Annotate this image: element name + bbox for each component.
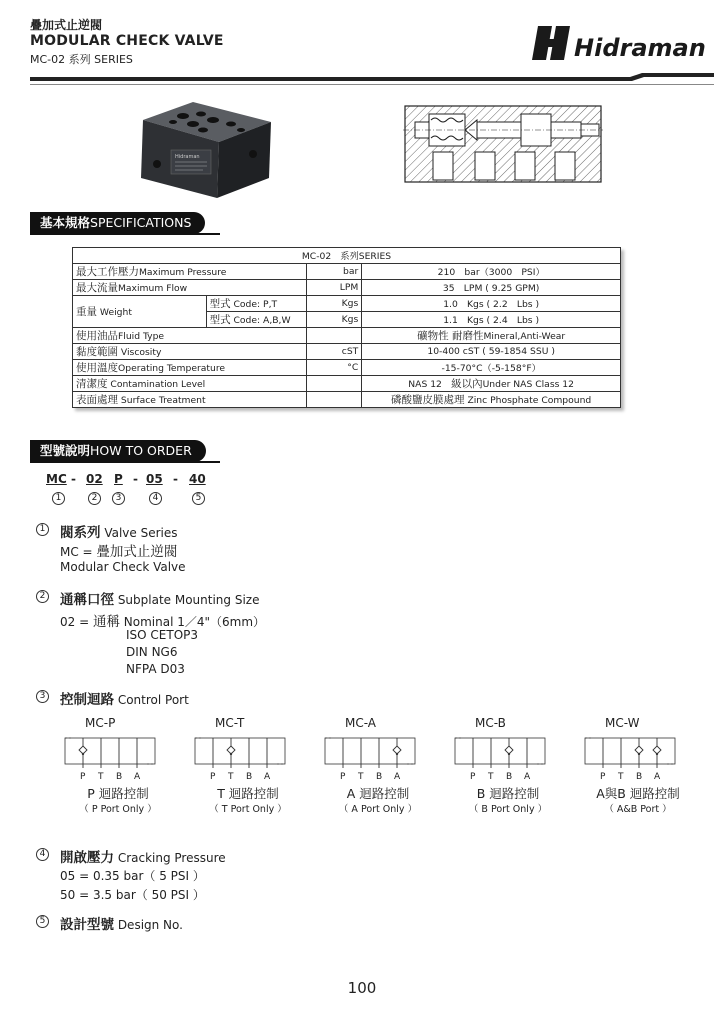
spec-row-pressure [73, 263, 621, 279]
item-2-line-1-en: Nominal 1／4"（6mm） [119, 615, 266, 629]
port-letter-label: T [358, 772, 364, 782]
item-4-title-zh: 開啟壓力 [60, 850, 114, 866]
port-letter-label: A [654, 772, 661, 782]
spec-value-zh: 礦物性 耐磨性 [417, 329, 484, 342]
order-code-size: 02 [86, 472, 103, 486]
order-circle-1: 1 [52, 492, 65, 505]
item-4-title-en: Cracking Pressure [114, 851, 226, 865]
port-letter-label: A [134, 772, 141, 782]
spec-label-en: Maximum Flow [118, 282, 188, 294]
port-title: MC-P [85, 716, 116, 730]
spec-label-zh: 使用溫度 [76, 361, 118, 374]
port-label-en: （ A&B Port ） [604, 804, 672, 815]
port-label-zh: 迴路控制 [94, 786, 149, 801]
port-label-zh: 迴路控制 [355, 786, 410, 801]
header-title-en: MODULAR CHECK VALVE [30, 33, 224, 49]
how-to-order-tab-zh: 型號說明 [40, 443, 91, 458]
port-label [443, 784, 573, 802]
spec-label-en: Maximum Pressure [139, 266, 227, 278]
check-valve-symbol [653, 746, 661, 754]
item-2-line-1-prefix: 02 = [60, 615, 93, 629]
port-label [53, 784, 183, 802]
item-2-title-zh: 通稱口徑 [60, 592, 114, 608]
order-circle-3: 3 [112, 492, 125, 505]
item-3-circle: 3 [36, 690, 49, 703]
check-valve-seat [638, 753, 640, 755]
port-title: MC-B [475, 716, 506, 730]
spec-unit: Kgs [306, 311, 362, 327]
spec-row-weight-1 [73, 295, 621, 311]
port-diagram [583, 734, 693, 782]
order-code-port: P [114, 472, 123, 486]
spec-unit: °C [306, 359, 362, 375]
spec-label-en: Weight [99, 306, 132, 318]
port-letter-label: T [98, 772, 104, 782]
port-letter-label: T [228, 772, 234, 782]
spec-value: 10-400 cST ( 59-1854 SSU ) [362, 343, 621, 359]
spec-value-prefix: NAS 12 [408, 378, 452, 390]
port-diagram [453, 734, 563, 782]
item-1-title [60, 521, 177, 541]
section-drawing [403, 104, 603, 184]
spec-value: 210 bar（3000 PSI） [362, 263, 621, 279]
check-valve-symbol [393, 746, 401, 754]
spec-label-zh: 最大工作壓力 [76, 265, 139, 278]
spec-row-flow [73, 279, 621, 295]
port-letter-label: P [80, 772, 86, 782]
port-letter-label: P [210, 772, 216, 782]
item-2-standard: ISO CETOP3 [126, 628, 199, 642]
spec-label-zh: 黏度範圍 [76, 345, 118, 358]
spec-value-zh: 級以內 [451, 377, 483, 390]
product-photo [133, 98, 273, 202]
port-letter-label: P [600, 772, 606, 782]
item-1-line-1 [60, 540, 177, 560]
item-4-title [60, 846, 226, 866]
check-valve-symbol [505, 746, 513, 754]
item-2-line-1-zh: 通稱 [92, 614, 120, 630]
spec-label-zh: 重量 [76, 305, 97, 318]
port-letter-label: B [116, 772, 123, 782]
item-1-title-en: Valve Series [100, 526, 178, 540]
port-diagram [63, 734, 173, 782]
check-valve-symbol [635, 746, 643, 754]
spec-row-fluid [73, 327, 621, 343]
specifications-tab-underline [30, 233, 220, 235]
brand-logo [530, 22, 714, 64]
item-4-line-2: 50 = 3.5 bar（ 50 PSI ） [60, 888, 205, 902]
spec-unit: cST [306, 343, 362, 359]
port-title: MC-T [215, 716, 245, 730]
check-valve-seat [396, 753, 398, 755]
port-letter: T [217, 786, 225, 801]
header-title-zh: 疊加式止逆閥 [30, 18, 103, 32]
spec-label-en: Surface Treatment [118, 394, 206, 406]
check-valve-seat [508, 753, 510, 755]
spec-value-en: Mineral,Anti-Wear [483, 330, 566, 342]
port-diagram [193, 734, 303, 782]
port-letter: A與B [596, 786, 626, 801]
item-3-title-zh: 控制迴路 [60, 692, 114, 708]
spec-label-en: Viscosity [118, 346, 162, 358]
order-code-series: MC [46, 472, 67, 486]
how-to-order-tab [30, 440, 206, 462]
order-circle-2: 2 [88, 492, 101, 505]
port-title: MC-A [345, 716, 377, 730]
spec-sub-label-en: Code: A,B,W [230, 314, 291, 326]
item-2-line-1 [60, 610, 265, 630]
spec-unit [306, 327, 362, 343]
item-2-standard: DIN NG6 [126, 645, 178, 659]
spec-label-en: Contamination Level [107, 378, 206, 390]
port-label [573, 784, 703, 802]
item-5-title [60, 913, 183, 933]
spec-table [72, 247, 621, 408]
item-5-title-en: Design No. [114, 918, 183, 932]
spec-unit: bar [306, 263, 362, 279]
spec-value-zh: 磷酸鹽皮膜處理 [391, 393, 465, 406]
port-letter-label: A [394, 772, 401, 782]
port-letter-label: T [618, 772, 624, 782]
item-1-line-2: Modular Check Valve [60, 560, 186, 574]
port-letter-label: B [246, 772, 253, 782]
how-to-order-tab-underline [30, 461, 220, 463]
item-4-line-1: 05 = 0.35 bar（ 5 PSI ） [60, 869, 205, 883]
item-1-line-1-zh: 疊加式止逆閥 [96, 544, 178, 560]
check-valve-symbol [227, 746, 235, 754]
spec-unit [306, 391, 362, 407]
spec-label-zh: 清潔度 [76, 377, 108, 390]
port-label-en: （ B Port Only ） [468, 804, 548, 815]
order-code-dash: - [173, 472, 178, 486]
port-letter-label: P [470, 772, 476, 782]
port-label-en: （ P Port Only ） [79, 804, 157, 815]
spec-unit: Kgs [306, 295, 362, 311]
item-1-line-1-prefix: MC = [60, 545, 97, 559]
how-to-order-tab-en: HOW TO ORDER [90, 443, 192, 458]
order-code-design: 40 [189, 472, 206, 486]
spec-label-zh: 最大流量 [76, 281, 118, 294]
port-label [183, 784, 313, 802]
spec-value-en: Zinc Phosphate Compound [464, 394, 592, 406]
port-letter: B [476, 786, 486, 801]
port-label-zh: 迴路控制 [485, 786, 540, 801]
item-1-title-zh: 閥系列 [60, 525, 101, 541]
page-number: 100 [347, 979, 377, 997]
item-2-circle: 2 [36, 590, 49, 603]
port-letter-label: A [264, 772, 271, 782]
order-code-dash: - [133, 472, 138, 486]
port-letter-label: B [506, 772, 513, 782]
check-valve-seat [82, 753, 84, 755]
spec-sub-label-zh: 型式 [209, 313, 231, 326]
spec-value: -15-70°C（-5-158°F） [362, 359, 621, 375]
item-5-title-zh: 設計型號 [60, 917, 114, 933]
specifications-tab [30, 212, 205, 234]
spec-value: 35 LPM ( 9.25 GPM) [362, 279, 621, 295]
port-label-en: （ T Port Only ） [209, 804, 287, 815]
item-5-circle: 5 [36, 915, 49, 928]
spec-label-zh: 使用油品 [76, 329, 118, 342]
order-circle-4: 4 [149, 492, 162, 505]
spec-label-zh: 表面處理 [76, 393, 118, 406]
specifications-tab-zh: 基本規格 [40, 215, 91, 230]
svg-text:Hidraman: Hidraman [175, 154, 200, 160]
check-valve-seat [656, 753, 658, 755]
spec-label-en: Fluid Type [118, 330, 165, 342]
spec-row-surface [73, 391, 621, 407]
item-3-title [60, 688, 189, 708]
spec-sub-label-zh: 型式 [209, 297, 231, 310]
port-letter-label: P [340, 772, 346, 782]
item-2-standard: NFPA D03 [126, 662, 185, 676]
order-code-pressure: 05 [146, 472, 163, 486]
check-valve-symbol [79, 746, 87, 754]
spec-unit: LPM [306, 279, 362, 295]
logo-text: Hidraman [574, 34, 706, 62]
port-letter: A [346, 786, 356, 801]
item-4-circle: 4 [36, 848, 49, 861]
check-valve-seat [230, 753, 232, 755]
spec-row-contamination [73, 375, 621, 391]
port-label [313, 784, 443, 802]
specifications-tab-en: SPECIFICATIONS [90, 215, 192, 230]
order-code-dash: - [71, 472, 76, 486]
spec-value-en: Under NAS Class 12 [482, 378, 575, 390]
port-label-zh: 迴路控制 [625, 786, 680, 801]
spec-row-viscosity [73, 343, 621, 359]
port-label-en: （ A Port Only ） [338, 804, 418, 815]
order-circle-5: 5 [192, 492, 205, 505]
port-label-zh: 迴路控制 [224, 786, 279, 801]
header-series: MC-02 系列 SERIES [30, 53, 133, 66]
port-title: MC-W [605, 716, 640, 730]
port-letter-label: A [524, 772, 531, 782]
spec-sub-label-en: Code: P,T [230, 298, 278, 310]
port-letter: P [87, 786, 95, 801]
item-2-title [60, 588, 259, 608]
item-2-title-en: Subplate Mounting Size [114, 593, 260, 607]
spec-table-header: MC-02 系列SERIES [73, 248, 621, 264]
port-letter-label: B [636, 772, 643, 782]
port-letter-label: T [488, 772, 494, 782]
item-1-circle: 1 [36, 523, 49, 536]
spec-value: 1.0 Kgs ( 2.2 Lbs ) [362, 295, 621, 311]
port-diagram [323, 734, 433, 782]
spec-label-en: Operating Temperature [118, 362, 226, 374]
spec-row-temperature [73, 359, 621, 375]
port-letter-label: B [376, 772, 383, 782]
header-rule [30, 72, 714, 90]
item-3-title-en: Control Port [114, 693, 189, 707]
spec-unit [306, 375, 362, 391]
spec-value: 1.1 Kgs ( 2.4 Lbs ) [362, 311, 621, 327]
